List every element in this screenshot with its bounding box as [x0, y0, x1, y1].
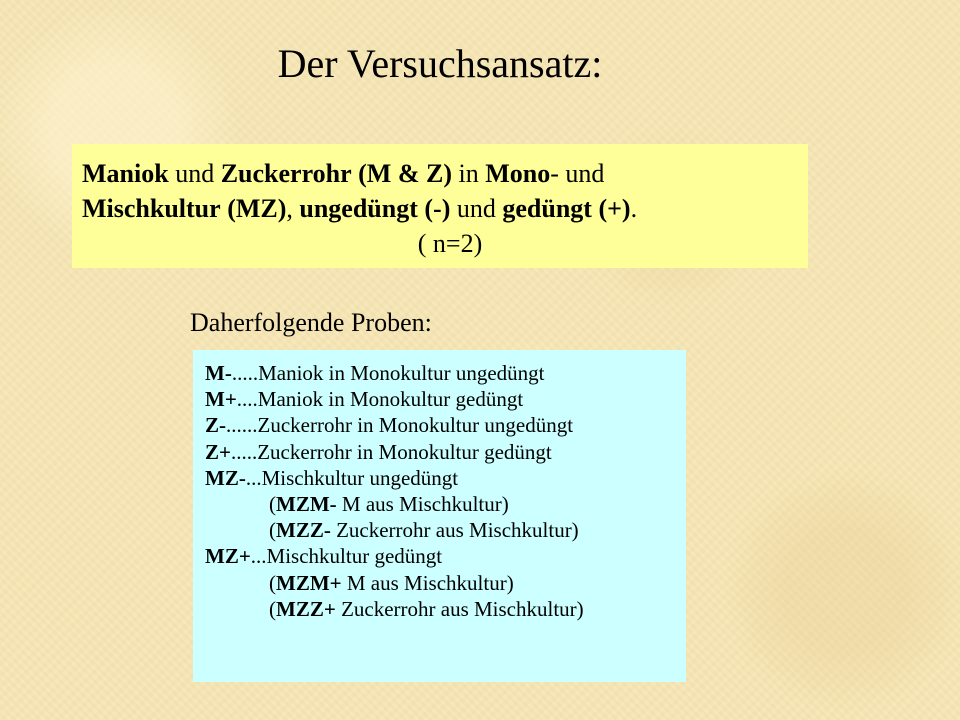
setup-line-2: Mischkultur (MZ), ungedüngt (-) und gedüngt (+). [82, 194, 638, 223]
geduengt-label: gedüngt (+) [502, 194, 631, 223]
sample-subitem: (MZZ- Zuckerrohr aus Mischkultur) [269, 518, 579, 543]
sample-size: ( n=2) [417, 229, 483, 258]
samples-list [193, 350, 686, 682]
mono-label: Mono [485, 159, 551, 188]
sample-item: Z+.....Zuckerrohr in Monokultur gedüngt [205, 439, 552, 464]
zuckerrohr-label: Zuckerrohr [220, 159, 352, 188]
sample-subitem: (MZZ+ Zuckerrohr aus Mischkultur) [269, 596, 584, 621]
sample-item: Z-......Zuckerrohr in Monokultur ungedüngt [205, 413, 574, 438]
maniok-label: Maniok [82, 159, 169, 188]
experiment-setup-box [72, 144, 808, 268]
setup-line-1: Maniok und Zuckerrohr (M & Z) in Mono- und [82, 159, 605, 188]
sample-item: M+....Maniok in Monokultur gedüngt [205, 387, 524, 412]
samples-heading: Daherfolgende Proben: [190, 308, 432, 337]
sample-item: MZ+...Mischkultur gedüngt [205, 544, 443, 569]
mz-abbrev: (M & Z) [358, 159, 452, 188]
mischkultur-label: Mischkultur [82, 194, 221, 223]
sample-item: MZ-...Mischkultur ungedüngt [205, 465, 459, 490]
slide-title: Der Versuchsansatz: [277, 41, 603, 86]
sample-subitem: (MZM- M aus Mischkultur) [269, 492, 509, 517]
ungeduengt-label: ungedüngt (-) [299, 194, 451, 223]
sample-subitem: (MZM+ M aus Mischkultur) [269, 570, 514, 595]
mz-label: (MZ) [227, 194, 287, 223]
sample-item: M-.....Maniok in Monokultur ungedüngt [205, 361, 545, 385]
